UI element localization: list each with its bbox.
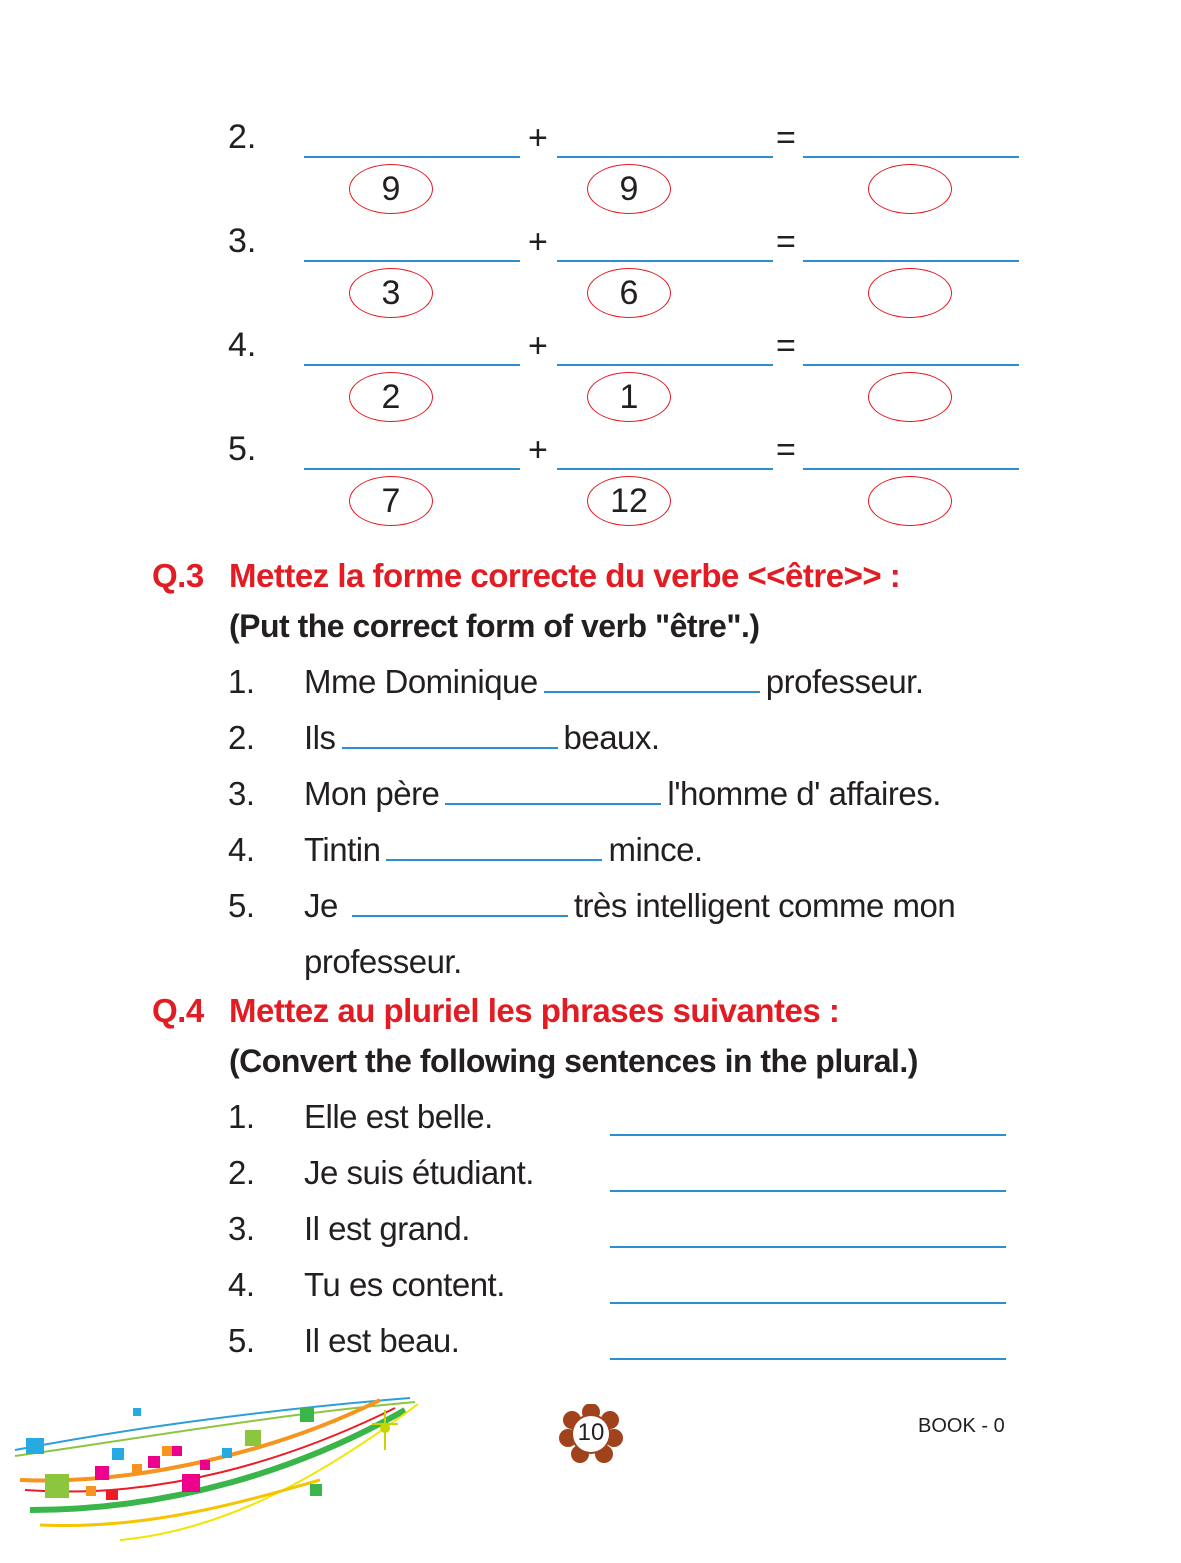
number-oval-a: 7 — [349, 476, 433, 526]
item-number: 3. — [228, 775, 255, 812]
answer-blank-sum[interactable] — [803, 260, 1019, 262]
number-oval-b: 6 — [587, 268, 671, 318]
sentence-start: Mme Dominique — [304, 663, 538, 700]
sentence-text: Tu es content. — [304, 1266, 505, 1303]
sum-oval[interactable] — [868, 372, 952, 422]
answer-blank-a[interactable] — [304, 156, 520, 158]
answer-blank-a[interactable] — [304, 364, 520, 366]
fill-sentence — [304, 662, 924, 702]
item-number: 1. — [228, 663, 255, 700]
equation-number: 3. — [228, 222, 257, 260]
fill-blank[interactable] — [386, 831, 602, 861]
answer-blank-sum[interactable] — [803, 364, 1019, 366]
fill-sentence — [304, 718, 660, 758]
fill-blank[interactable] — [445, 775, 661, 805]
fill-blank[interactable] — [544, 663, 760, 693]
fill-sentence — [304, 886, 955, 926]
equation-number: 2. — [228, 118, 257, 156]
sum-oval[interactable] — [868, 476, 952, 526]
number-oval-a: 2 — [349, 372, 433, 422]
answer-line[interactable] — [610, 1190, 1006, 1192]
number-oval-b: 12 — [587, 476, 671, 526]
answer-blank-sum[interactable] — [803, 468, 1019, 470]
sentence-end: mince. — [608, 831, 703, 868]
plus-sign: + — [528, 431, 548, 469]
equation-number: 5. — [228, 430, 257, 468]
answer-blank-b[interactable] — [557, 364, 773, 366]
sum-oval[interactable] — [868, 268, 952, 318]
sentence-start: Mon père — [304, 775, 440, 812]
fill-sentence — [304, 774, 941, 814]
item-number: 1. — [228, 1098, 255, 1135]
sentence-text: Il est grand. — [304, 1210, 470, 1247]
question-title: Mettez la forme correcte du verbe <<être>> : — [229, 557, 901, 594]
fill-blank[interactable] — [342, 719, 558, 749]
plus-sign: + — [528, 327, 548, 365]
answer-blank-a[interactable] — [304, 260, 520, 262]
sentence-start: Tintin — [304, 831, 381, 868]
answer-line[interactable] — [610, 1134, 1006, 1136]
item-number: 5. — [228, 1322, 255, 1359]
fill-sentence — [304, 830, 703, 870]
sentence-continuation: professeur. — [304, 943, 462, 980]
sentence-end: professeur. — [765, 663, 924, 700]
sentence-end: très intelligent comme mon — [573, 887, 956, 924]
item-number: 2. — [228, 1154, 255, 1191]
answer-blank-sum[interactable] — [803, 156, 1019, 158]
answer-line[interactable] — [610, 1246, 1006, 1248]
sentence-end: l'homme d' affaires. — [667, 775, 941, 812]
plus-sign: + — [528, 223, 548, 261]
sentence-start: Je — [304, 887, 338, 924]
item-number: 4. — [228, 831, 255, 868]
equals-sign: = — [776, 431, 796, 469]
item-number: 3. — [228, 1210, 255, 1247]
number-oval-a: 9 — [349, 164, 433, 214]
number-oval-a: 3 — [349, 268, 433, 318]
question-title: Mettez au pluriel les phrases suivantes : — [229, 992, 840, 1029]
sentence-text: Il est beau. — [304, 1322, 460, 1359]
answer-blank-b[interactable] — [557, 156, 773, 158]
book-label: BOOK - 0 — [918, 1415, 1005, 1437]
decorative-swirl-graphic — [0, 1390, 430, 1550]
sentence-end: beaux. — [563, 719, 660, 756]
answer-line[interactable] — [610, 1358, 1006, 1360]
item-number: 5. — [228, 887, 255, 924]
sum-oval[interactable] — [868, 164, 952, 214]
page-number: 10 — [577, 1419, 605, 1446]
answer-blank-b[interactable] — [557, 260, 773, 262]
number-oval-b: 1 — [587, 372, 671, 422]
equation-number: 4. — [228, 326, 257, 364]
sentence-text: Je suis étudiant. — [304, 1154, 534, 1191]
question-label: Q.3 — [152, 557, 204, 594]
item-number: 4. — [228, 1266, 255, 1303]
sentence-start: Ils — [304, 719, 336, 756]
answer-blank-b[interactable] — [557, 468, 773, 470]
question-subtitle: (Convert the following sentences in the plural.) — [229, 1043, 918, 1079]
equals-sign: = — [776, 327, 796, 365]
equals-sign: = — [776, 119, 796, 157]
answer-line[interactable] — [610, 1302, 1006, 1304]
sentence-text: Elle est belle. — [304, 1098, 493, 1135]
number-oval-b: 9 — [587, 164, 671, 214]
question-label: Q.4 — [152, 992, 204, 1029]
plus-sign: + — [528, 119, 548, 157]
fill-blank[interactable] — [352, 887, 568, 917]
equals-sign: = — [776, 223, 796, 261]
item-number: 2. — [228, 719, 255, 756]
question-subtitle: (Put the correct form of verb "être".) — [229, 608, 760, 644]
answer-blank-a[interactable] — [304, 468, 520, 470]
